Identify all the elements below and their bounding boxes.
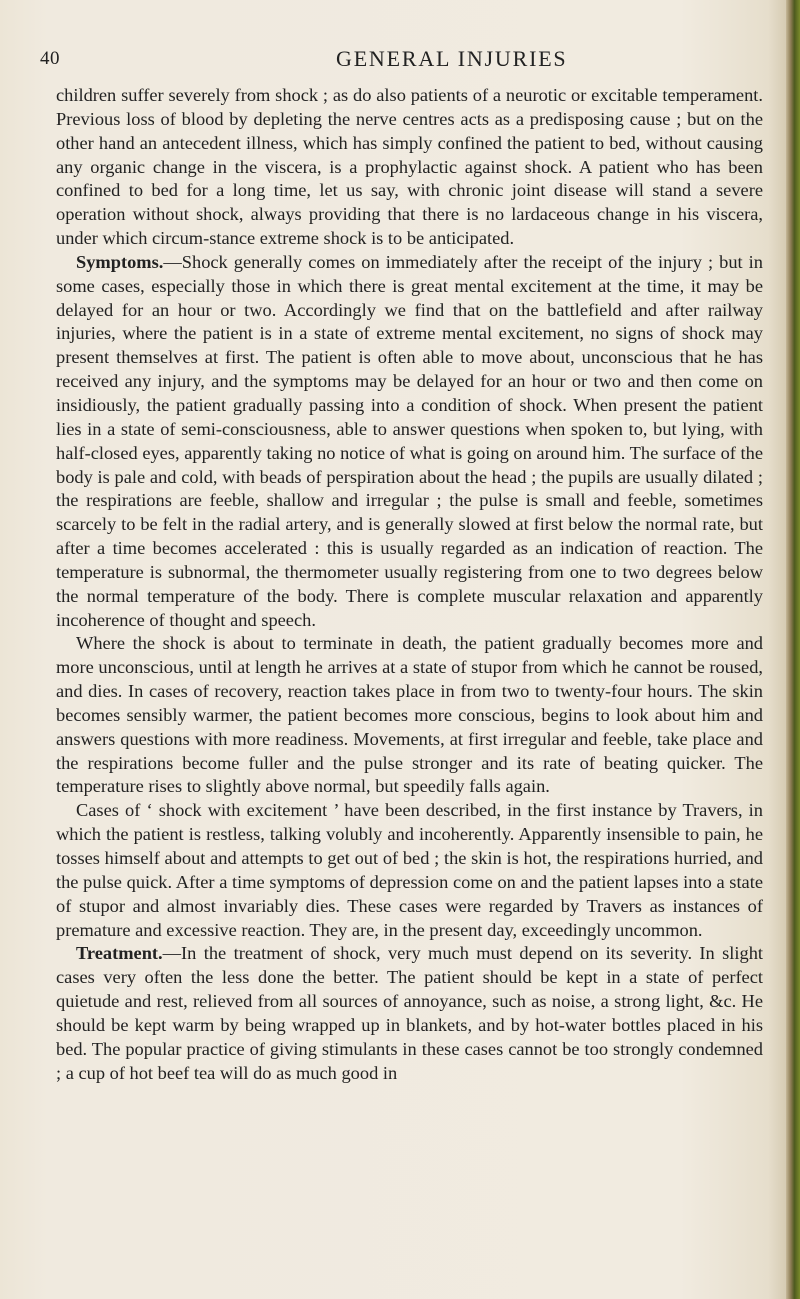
paragraph-shock-with-excitement <box>56 799 763 942</box>
paragraph-predisposing-causes <box>56 84 763 251</box>
paragraph-termination <box>56 632 763 799</box>
page-number: 40 <box>40 48 60 69</box>
section-heading-treatment: Treatment. <box>76 943 163 964</box>
paragraph-text: Cases of ‘ shock with excitement ’ have been described, in the first instance by Travers, in which the patient is restless, talking volubly and incoherently. Apparently insensible to pain, he tosses himself about and attempts to get out of bed ; the skin is hot, the respirations hurried, and the pulse quick. After a time symptoms of depression come on and the patient lapses into a state of stupor and almost invariably dies. These cases were regarded by Travers as instances of premature and excessive reaction. They are, in the present day, exceedingly uncommon. <box>56 800 763 940</box>
paragraph-text: —In the treatment of shock, very much must depend on its severity. In slight cases very often the less done the better. The patient should be kept in a state of perfect quietude and rest, relieved from all sources of annoyance, such as noise, a strong light, &c. He should be kept warm by being wrapped up in blankets, and by hot-water bottles placed in his bed. The popular practice of giving stimulants in these cases cannot be too strongly condemned ; a cup of hot beef tea will do as much good in <box>56 943 763 1083</box>
section-heading-symptoms: Symptoms. <box>76 251 164 272</box>
paragraph-text: children suffer severely from shock ; as do also patients of a neurotic or excitable temperament. Previous loss of blood by depleting the nerve centres acts as a predisposing cause ; but on the other hand an antecedent illness, which has simply confined the patient to bed, without causing any organic change in the viscera, is a prophylactic against shock. A patient who has been confined to bed for a long time, let us say, with chronic joint disease will stand a severe operation without shock, always providing that there is no lardaceous change in his viscera, under which circum-stance extreme shock is to be anticipated. <box>56 85 763 249</box>
page-header <box>40 44 760 74</box>
body-text <box>56 84 763 1085</box>
paragraph-treatment <box>56 942 763 1085</box>
paragraph-symptoms <box>56 251 763 633</box>
paragraph-text: Where the shock is about to terminate in death, the patient gradually becomes more and more unconscious, until at length he arrives at a state of stupor from which he cannot be roused, and dies. In cases of recovery, reaction takes place in from two to twenty-four hours. The skin becomes sensibly warmer, the patient becomes more conscious, begins to look about him and answers questions with more readiness. Movements, at first irregular and feeble, take place and the respirations become fuller and the pulse stronger and its rate of beating quicker. The temperature rises to slightly above normal, but speedily falls again. <box>56 633 763 797</box>
running-head: GENERAL INJURIES <box>336 46 568 71</box>
book-spine-edge <box>786 0 800 1299</box>
paragraph-text: —Shock generally comes on immediately after the receipt of the injury ; but in some cases, especially those in which there is great mental excitement at the time, it may be delayed for an hour or two. Accordingly we find that on the battlefield and after railway injuries, where the patient is in a state of extreme mental excitement, no signs of shock may present themselves at first. The patient is often able to move about, unconscious that he has received any injury, and the symptoms may be delayed for an hour or two and then come on insidiously, the patient gradually passing into a condition of shock. When present the patient lies in a state of semi-consciousness, able to answer questions when spoken to, but lying, with half-closed eyes, apparently taking no notice of what is going on around him. The surface of the body is pale and cold, with beads of perspiration about the head ; the pupils are usually dilated ; the respirations are feeble, shallow and irregular ; the pulse is small and feeble, sometimes scarcely to be felt in the radial artery, and is generally slowed at first below the normal rate, but after a time becomes accelerated : this is usually regarded as an indication of reaction. The temperature is subnormal, the thermometer usually registering from one to two degrees below the normal temperature of the body. There is complete muscular relaxation and apparently incoherence of thought and speech. <box>56 251 763 630</box>
